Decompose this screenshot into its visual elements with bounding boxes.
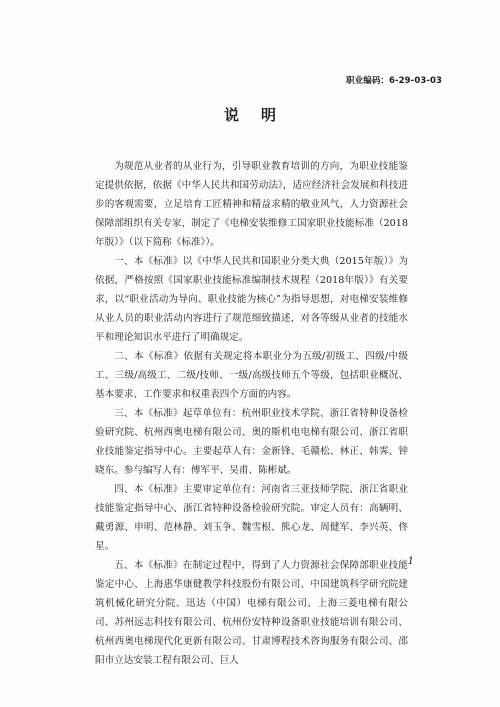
paragraph-2: 二、本《标准》依据有关规定将本职业分为五级/初级工、四级/中级工、三级/高级工、二级/技师、一级/高级技师五个等级，包括职业概况、基本要求、工作要求和权重表四个方面的内容。 <box>95 351 408 400</box>
occupation-code: 职业编码：6-29-03-03 <box>346 76 442 86</box>
paragraph-1: 一、本《标准》以《中华人民共和国职业分类大典（2015年版）》为依据，严格按照《国家职业技能标准编制技术规程（2018年版）》有关要求，以“职业活动为导向、职业技能为核心”为指导思想，对电梯安装维修从业人员的职业活动内容进行了规范细致描述，对各等级从业者的技能水平和理论知识水平进行了明确规定。 <box>95 256 408 343</box>
paragraph-5: 五、本《标准》在制定过程中，得到了人力资源社会保障部职业技能鉴定中心、上海惠华康健教学科技股份有限公司、中国建筑科学研究院建筑机械化研究分院、迅达（中国）电梯有限公司、上海三菱电梯有限公司、苏州远志科技有限公司、杭州份安特种设备职业技能培训有限公司、杭州西奥电梯现代化更新有限公司、甘肃博程技术咨询服务有限公司、邵阳市立达安装工程有限公司、巨人 <box>95 560 408 666</box>
document-body <box>95 157 408 670</box>
paragraph-3: 三、本《标准》起草单位有：杭州职业技术学院、浙江省特种设备检验研究院、杭州西奥电梯有限公司、奥的斯机电电梯有限公司、浙江省职业技能鉴定指导中心。主要起草人有：金新锋、毛赣松、林正、韩霁、钟晓东。参与编写人有：傅军平、吴甫、陈彬斌。 <box>95 408 408 476</box>
page-title: 说明 <box>223 106 298 124</box>
page-number: 1 <box>407 556 414 567</box>
paragraph-intro: 为规范从业者的从业行为，引导职业教育培训的方向，为职业技能鉴定提供依据，依据《中华人民共和国劳动法》，适应经济社会发展和科技进步的客观需要，立足培育工匠精神和精益求精的敬业风气，人力资源社会保障部组织有关专家，制定了《电梯安装维修工国家职业技能标准（2018年版）》（以下简称《标准》）。 <box>95 161 408 248</box>
paragraph-4: 四、本《标准》主要审定单位有：河南省三亚技师学院、浙江省职业技能鉴定指导中心、浙江省特种设备检验研究院。审定人员有：高辆明、戴勇源、申明、范林静、刘玉争、魏雪根、熊心龙、周健军、李兴英、佟星。 <box>95 484 408 552</box>
